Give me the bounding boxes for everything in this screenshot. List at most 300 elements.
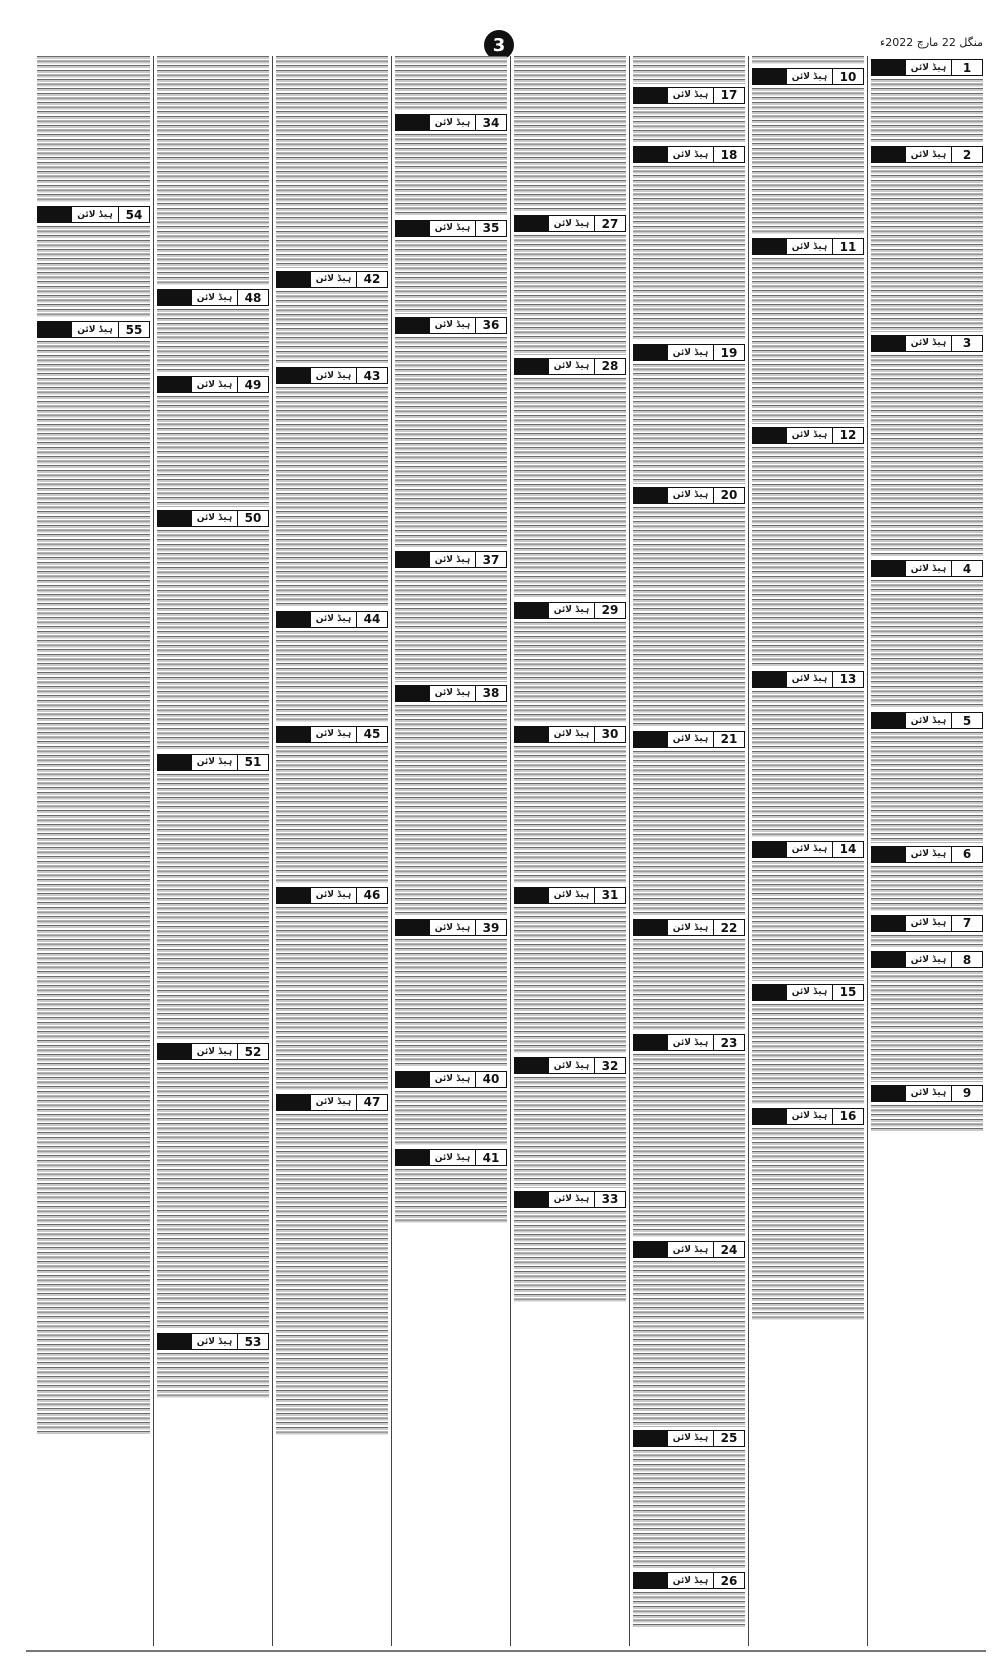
- notice-bar: [158, 377, 192, 392]
- notice-label: ہیڈ لائن: [668, 732, 713, 747]
- notice-header: [633, 1572, 745, 1589]
- notice-bar: [872, 147, 906, 162]
- body-text-lines: [752, 861, 864, 981]
- notice-number: 47: [356, 1095, 387, 1110]
- notice-36: [395, 317, 507, 549]
- notice-43: [276, 367, 388, 608]
- notice-header: [395, 317, 507, 334]
- notice-header: [752, 1108, 864, 1125]
- notice-number: 7: [951, 916, 982, 931]
- notice-header: [514, 602, 626, 619]
- body-text-lines: [752, 447, 864, 668]
- notice-label: ہیڈ لائن: [787, 1109, 832, 1124]
- notice-bar: [515, 359, 549, 374]
- notice-label: ہیڈ لائن: [906, 916, 951, 931]
- notice-label: ہیڈ لائن: [787, 69, 832, 84]
- body-text-lines: [633, 1054, 745, 1238]
- body-text-lines: [514, 907, 626, 1054]
- notice-header: [633, 1241, 745, 1258]
- notice-6: [871, 846, 983, 912]
- issue-date: منگل 22 مارچ 2022ء: [880, 36, 983, 49]
- notice-number: 14: [832, 842, 863, 857]
- column-4: [510, 56, 629, 1646]
- notice-label: ہیڈ لائن: [430, 1150, 475, 1165]
- body-text-lines: [752, 691, 864, 838]
- notice-label: ہیڈ لائن: [906, 60, 951, 75]
- body-text-lines: [395, 240, 507, 314]
- notice-bar: [872, 916, 906, 931]
- body-text-lines: [395, 134, 507, 217]
- notice-13: [752, 671, 864, 838]
- notice-header: [395, 1149, 507, 1166]
- body-text-lines: [752, 88, 864, 235]
- notice-number: 18: [713, 147, 744, 162]
- notice-45: [276, 726, 388, 884]
- notice-number: 50: [237, 511, 268, 526]
- notice-number: 21: [713, 732, 744, 747]
- notice-label: ہیڈ لائن: [906, 561, 951, 576]
- notice-header: [157, 376, 269, 393]
- notice-bar: [872, 713, 906, 728]
- notice-34: [395, 114, 507, 217]
- notice-bar: [872, 847, 906, 862]
- notice-label: ہیڈ لائن: [668, 1035, 713, 1050]
- notice-bar: [396, 1072, 430, 1087]
- notice-bar: [634, 920, 668, 935]
- notice-22: [633, 919, 745, 1031]
- notice-label: ہیڈ لائن: [430, 686, 475, 701]
- notice-header: [514, 358, 626, 375]
- notice-label: ہیڈ لائن: [311, 888, 356, 903]
- notice-label: ہیڈ لائن: [668, 345, 713, 360]
- notice-label: ہیڈ لائن: [311, 272, 356, 287]
- notice-bar: [515, 1058, 549, 1073]
- notice-46: [276, 887, 388, 1091]
- notice-continuation: [37, 56, 150, 203]
- notice-number: 20: [713, 488, 744, 503]
- notice-bar: [396, 318, 430, 333]
- notice-header: [871, 59, 983, 76]
- notice-19: [633, 344, 745, 484]
- notice-label: ہیڈ لائن: [549, 1058, 594, 1073]
- notice-38: [395, 685, 507, 917]
- body-text-lines: [514, 235, 626, 355]
- notice-label: ہیڈ لائن: [787, 239, 832, 254]
- body-text-lines: [633, 939, 745, 1031]
- notice-11: [752, 238, 864, 424]
- notice-header: [871, 335, 983, 352]
- notice-bar: [515, 1192, 549, 1207]
- notice-label: ہیڈ لائن: [668, 1431, 713, 1446]
- notice-40: [395, 1071, 507, 1146]
- notice-label: ہیڈ لائن: [668, 147, 713, 162]
- notice-bar: [753, 842, 787, 857]
- body-text-lines: [395, 1091, 507, 1146]
- body-text-lines: [157, 56, 269, 286]
- notice-label: ہیڈ لائن: [549, 727, 594, 742]
- body-text-lines: [752, 1128, 864, 1321]
- notice-label: ہیڈ لائن: [192, 1334, 237, 1349]
- notice-header: [752, 671, 864, 688]
- notice-48: [157, 289, 269, 373]
- notice-bar: [277, 727, 311, 742]
- notice-number: 49: [237, 377, 268, 392]
- notice-bar: [872, 561, 906, 576]
- notice-continuation: [276, 56, 388, 268]
- body-text-lines: [871, 580, 983, 709]
- body-text-lines: [871, 866, 983, 912]
- body-text-lines: [752, 258, 864, 424]
- notice-label: ہیڈ لائن: [311, 612, 356, 627]
- notice-50: [157, 510, 269, 751]
- notice-number: 16: [832, 1109, 863, 1124]
- notice-7: [871, 915, 983, 949]
- body-text-lines: [871, 935, 983, 949]
- notice-header: [395, 220, 507, 237]
- notice-label: ہیڈ لائن: [311, 727, 356, 742]
- notice-bar: [634, 1431, 668, 1446]
- notice-label: ہیڈ لائن: [192, 290, 237, 305]
- notice-49: [157, 376, 269, 506]
- notice-bar: [396, 920, 430, 935]
- notice-number: 4: [951, 561, 982, 576]
- notice-bar: [38, 322, 72, 337]
- notice-25: [633, 1430, 745, 1570]
- notice-number: 42: [356, 272, 387, 287]
- notice-header: [157, 1043, 269, 1060]
- notice-header: [871, 915, 983, 932]
- notice-header: [276, 611, 388, 628]
- notice-bar: [158, 1044, 192, 1059]
- notice-header: [395, 114, 507, 131]
- notice-bar: [872, 60, 906, 75]
- notice-number: 52: [237, 1044, 268, 1059]
- notice-44: [276, 611, 388, 723]
- notice-number: 24: [713, 1242, 744, 1257]
- body-text-lines: [395, 337, 507, 549]
- notice-header: [871, 146, 983, 163]
- body-text-lines: [633, 107, 745, 144]
- notice-number: 19: [713, 345, 744, 360]
- body-text-lines: [752, 1004, 864, 1105]
- notice-bar: [753, 1109, 787, 1124]
- notice-bar: [277, 272, 311, 287]
- notice-21: [633, 731, 745, 917]
- body-text-lines: [871, 79, 983, 143]
- notice-label: ہیڈ لائن: [192, 1044, 237, 1059]
- notice-number: 32: [594, 1058, 625, 1073]
- notice-label: ہیڈ لائن: [311, 1095, 356, 1110]
- notice-number: 23: [713, 1035, 744, 1050]
- notice-52: [157, 1043, 269, 1330]
- body-text-lines: [276, 56, 388, 268]
- body-text-lines: [276, 631, 388, 723]
- notice-bar: [277, 368, 311, 383]
- notice-bar: [277, 1095, 311, 1110]
- notice-header: [633, 487, 745, 504]
- notice-number: 53: [237, 1334, 268, 1349]
- notice-label: ہیڈ لائن: [430, 221, 475, 236]
- notice-1: [871, 59, 983, 143]
- notice-18: [633, 146, 745, 341]
- notice-label: ہیڈ لائن: [787, 985, 832, 1000]
- notice-bar: [634, 1035, 668, 1050]
- notice-number: 1: [951, 60, 982, 75]
- body-text-lines: [157, 1353, 269, 1399]
- notice-label: ہیڈ لائن: [787, 428, 832, 443]
- notice-header: [276, 271, 388, 288]
- notice-20: [633, 487, 745, 728]
- notice-number: 11: [832, 239, 863, 254]
- notice-bar: [634, 147, 668, 162]
- notice-header: [871, 560, 983, 577]
- notice-header: [395, 1071, 507, 1088]
- notice-label: ہیڈ لائن: [72, 207, 118, 222]
- body-text-lines: [633, 166, 745, 341]
- notice-29: [514, 602, 626, 723]
- notice-number: 22: [713, 920, 744, 935]
- notice-number: 35: [475, 221, 506, 236]
- notice-number: 40: [475, 1072, 506, 1087]
- notice-35: [395, 220, 507, 314]
- body-text-lines: [157, 530, 269, 751]
- notice-32: [514, 1057, 626, 1187]
- notice-label: ہیڈ لائن: [311, 368, 356, 383]
- page-number-badge: 3: [484, 30, 514, 60]
- notice-number: 6: [951, 847, 982, 862]
- notice-bar: [396, 115, 430, 130]
- notice-header: [871, 951, 983, 968]
- notice-bar: [396, 552, 430, 567]
- notice-31: [514, 887, 626, 1054]
- notice-header: [871, 712, 983, 729]
- body-text-lines: [633, 751, 745, 917]
- notice-continuation: [633, 56, 745, 84]
- notice-label: ہیڈ لائن: [430, 552, 475, 567]
- column-6: [272, 56, 391, 1646]
- body-text-lines: [37, 56, 150, 203]
- notice-number: 33: [594, 1192, 625, 1207]
- notice-bar: [396, 686, 430, 701]
- notice-17: [633, 87, 745, 144]
- notice-51: [157, 754, 269, 1041]
- body-text-lines: [514, 746, 626, 884]
- notice-bar: [38, 207, 72, 222]
- notice-42: [276, 271, 388, 365]
- newspaper-columns: [26, 56, 986, 1646]
- body-text-lines: [157, 1063, 269, 1330]
- notice-header: [752, 68, 864, 85]
- body-text-lines: [276, 387, 388, 608]
- notice-header: [514, 887, 626, 904]
- notice-number: 54: [118, 207, 149, 222]
- notice-bar: [396, 1150, 430, 1165]
- body-text-lines: [395, 1169, 507, 1224]
- notice-bar: [634, 1573, 668, 1588]
- notice-label: ہیڈ لائن: [549, 603, 594, 618]
- notice-number: 26: [713, 1573, 744, 1588]
- notice-number: 2: [951, 147, 982, 162]
- body-text-lines: [871, 732, 983, 842]
- notice-label: ہیڈ لائن: [430, 318, 475, 333]
- notice-header: [633, 1034, 745, 1051]
- notice-26: [633, 1572, 745, 1629]
- notice-number: 30: [594, 727, 625, 742]
- notice-label: ہیڈ لائن: [906, 713, 951, 728]
- notice-header: [395, 919, 507, 936]
- notice-bar: [515, 603, 549, 618]
- body-text-lines: [752, 56, 864, 65]
- notice-bar: [515, 727, 549, 742]
- notice-bar: [872, 952, 906, 967]
- notice-bar: [634, 488, 668, 503]
- notice-bar: [634, 88, 668, 103]
- column-5: [391, 56, 510, 1646]
- notice-55: [37, 321, 150, 1436]
- notice-27: [514, 215, 626, 355]
- notice-23: [633, 1034, 745, 1238]
- notice-header: [871, 846, 983, 863]
- notice-header: [276, 367, 388, 384]
- notice-bar: [872, 1086, 906, 1101]
- notice-header: [752, 984, 864, 1001]
- notice-continuation: [395, 56, 507, 111]
- body-text-lines: [514, 1211, 626, 1303]
- body-text-lines: [514, 622, 626, 723]
- notice-header: [752, 841, 864, 858]
- notice-3: [871, 335, 983, 557]
- notice-number: 55: [118, 322, 149, 337]
- notice-label: ہیڈ لائن: [549, 888, 594, 903]
- notice-number: 5: [951, 713, 982, 728]
- notice-header: [157, 289, 269, 306]
- notice-5: [871, 712, 983, 842]
- notice-number: 31: [594, 888, 625, 903]
- body-text-lines: [276, 291, 388, 365]
- notice-header: [395, 551, 507, 568]
- notice-label: ہیڈ لائن: [668, 1242, 713, 1257]
- notice-53: [157, 1333, 269, 1399]
- notice-continuation: [157, 56, 269, 286]
- footer-rule: [26, 1650, 986, 1652]
- notice-number: 9: [951, 1086, 982, 1101]
- notice-39: [395, 919, 507, 1068]
- notice-number: 41: [475, 1150, 506, 1165]
- notice-number: 34: [475, 115, 506, 130]
- notice-header: [633, 731, 745, 748]
- notice-label: ہیڈ لائن: [192, 377, 237, 392]
- notice-number: 28: [594, 359, 625, 374]
- notice-label: ہیڈ لائن: [787, 672, 832, 687]
- notice-bar: [634, 1242, 668, 1257]
- notice-28: [514, 358, 626, 599]
- notice-label: ہیڈ لائن: [906, 952, 951, 967]
- notice-bar: [753, 69, 787, 84]
- notice-number: 39: [475, 920, 506, 935]
- body-text-lines: [633, 1450, 745, 1570]
- notice-number: 37: [475, 552, 506, 567]
- notice-15: [752, 984, 864, 1105]
- notice-header: [871, 1085, 983, 1102]
- notice-47: [276, 1094, 388, 1436]
- body-text-lines: [633, 364, 745, 484]
- body-text-lines: [633, 507, 745, 728]
- notice-14: [752, 841, 864, 981]
- notice-label: ہیڈ لائن: [668, 88, 713, 103]
- notice-8: [871, 951, 983, 1081]
- notice-12: [752, 427, 864, 668]
- notice-number: 38: [475, 686, 506, 701]
- notice-label: ہیڈ لائن: [549, 216, 594, 231]
- notice-number: 15: [832, 985, 863, 1000]
- body-text-lines: [395, 705, 507, 917]
- body-text-lines: [514, 378, 626, 599]
- notice-header: [276, 726, 388, 743]
- notice-header: [37, 321, 150, 338]
- notice-label: ہیڈ لائن: [787, 842, 832, 857]
- body-text-lines: [514, 1077, 626, 1187]
- notice-label: ہیڈ لائن: [906, 847, 951, 862]
- notice-label: ہیڈ لائن: [430, 1072, 475, 1087]
- notice-number: 43: [356, 368, 387, 383]
- notice-header: [276, 887, 388, 904]
- notice-label: ہیڈ لائن: [549, 359, 594, 374]
- notice-33: [514, 1191, 626, 1303]
- notice-label: ہیڈ لائن: [668, 488, 713, 503]
- notice-10: [752, 68, 864, 235]
- column-2: [748, 56, 867, 1646]
- notice-bar: [158, 511, 192, 526]
- notice-number: 44: [356, 612, 387, 627]
- notice-label: ہیڈ لائن: [668, 920, 713, 935]
- notice-label: ہیڈ لائن: [906, 1086, 951, 1101]
- notice-number: 51: [237, 755, 268, 770]
- body-text-lines: [395, 939, 507, 1068]
- notice-header: [633, 87, 745, 104]
- body-text-lines: [395, 571, 507, 681]
- notice-number: 48: [237, 290, 268, 305]
- notice-header: [514, 1057, 626, 1074]
- notice-bar: [515, 888, 549, 903]
- notice-header: [157, 510, 269, 527]
- notice-bar: [158, 1334, 192, 1349]
- body-text-lines: [633, 1592, 745, 1629]
- page-header: [0, 0, 997, 56]
- notice-number: 36: [475, 318, 506, 333]
- notice-bar: [634, 732, 668, 747]
- notice-label: ہیڈ لائن: [906, 147, 951, 162]
- notice-number: 10: [832, 69, 863, 84]
- notice-bar: [753, 239, 787, 254]
- body-text-lines: [276, 1114, 388, 1436]
- notice-header: [514, 215, 626, 232]
- notice-continuation: [752, 56, 864, 65]
- notice-label: ہیڈ لائن: [906, 336, 951, 351]
- notice-bar: [753, 428, 787, 443]
- notice-bar: [515, 216, 549, 231]
- notice-30: [514, 726, 626, 884]
- notice-41: [395, 1149, 507, 1224]
- notice-54: [37, 206, 150, 318]
- body-text-lines: [514, 56, 626, 212]
- body-text-lines: [37, 341, 150, 1436]
- notice-number: 17: [713, 88, 744, 103]
- body-text-lines: [871, 1105, 983, 1133]
- notice-number: 8: [951, 952, 982, 967]
- body-text-lines: [871, 355, 983, 557]
- notice-continuation: [514, 56, 626, 212]
- notice-label: ہیڈ لائن: [192, 755, 237, 770]
